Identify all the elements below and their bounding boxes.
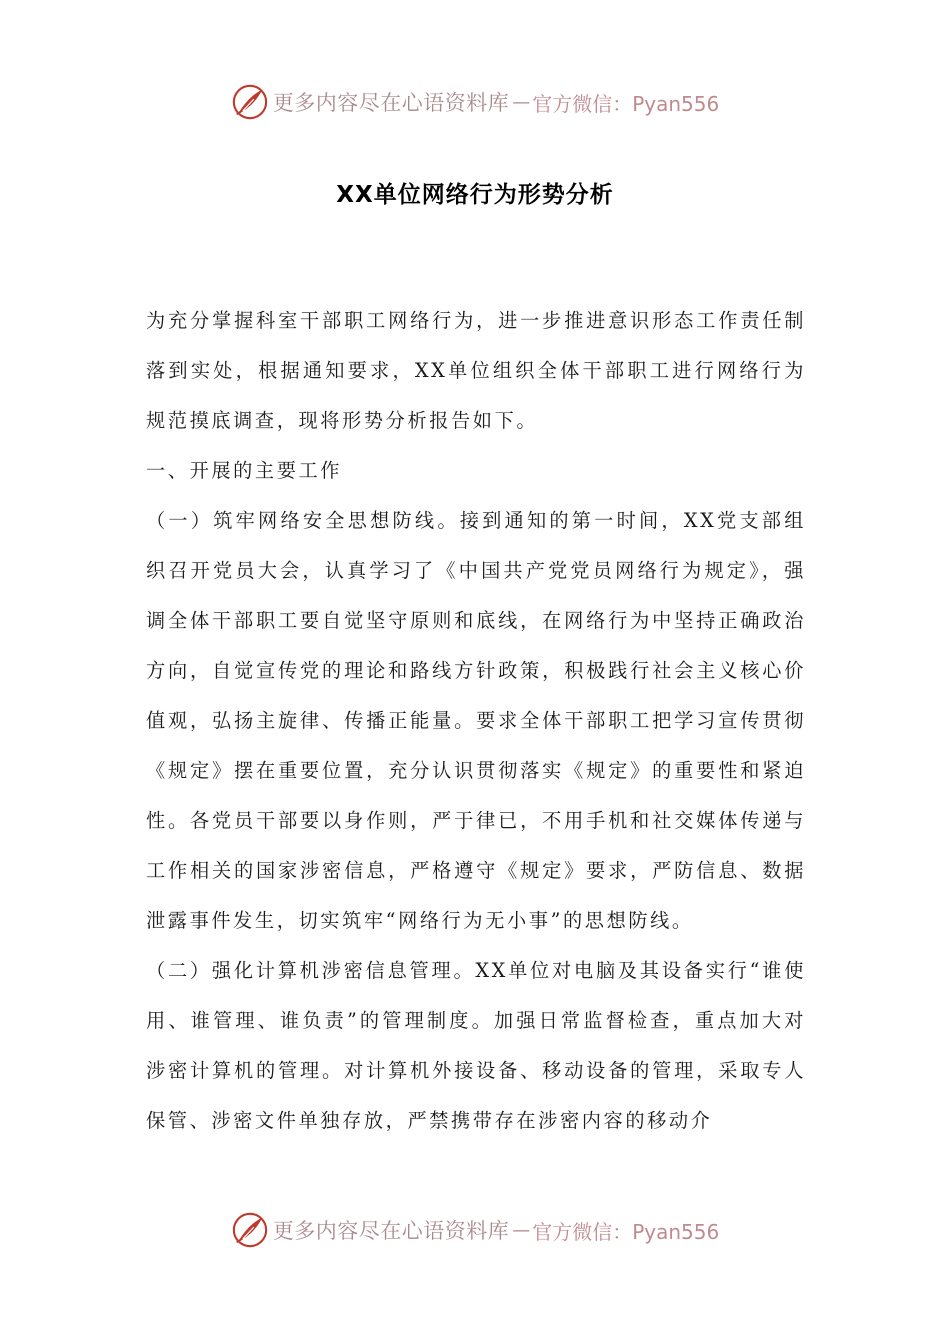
quill-logo-icon bbox=[231, 1211, 269, 1249]
body-paragraph: （二）强化计算机涉密信息管理。XX单位对电脑及其设备实行“谁使用、谁管理、谁负责”的管理制度。加强日常监督检查，重点加大对涉密计算机的管理。对计算机外接设备、移动设备的管理，采取专人保管、涉密文件单独存放，严禁携带存在涉密内容的移动介 bbox=[146, 959, 806, 1132]
footer-watermark-banner bbox=[0, 1206, 950, 1254]
document-body bbox=[146, 296, 806, 1146]
banner-text: 更多内容尽在心语资料库 bbox=[272, 91, 510, 115]
document-title: XX单位网络行为形势分析 bbox=[336, 182, 614, 208]
section-heading: 一、开展的主要工作 bbox=[146, 459, 343, 482]
banner-text: 更多内容尽在心语资料库 bbox=[272, 1219, 510, 1243]
intro-paragraph: 为充分掌握科室干部职工网络行为，进一步推进意识形态工作责任制落到实处，根据通知要求，XX单位组织全体干部职工进行网络行为规范摸底调查，现将形势分析报告如下。 bbox=[146, 309, 806, 432]
banner-separator: — bbox=[512, 1219, 531, 1241]
quill-logo-icon bbox=[231, 83, 269, 121]
header-watermark-banner bbox=[0, 78, 950, 126]
banner-wechat: 官方微信：Pyan556 bbox=[532, 1219, 720, 1244]
banner-separator: — bbox=[512, 91, 531, 113]
banner-wechat: 官方微信：Pyan556 bbox=[532, 91, 720, 116]
body-paragraph: （一）筑牢网络安全思想防线。接到通知的第一时间，XX党支部组织召开党员大会，认真学习了《中国共产党党员网络行为规定》，强调全体干部职工要自觉坚守原则和底线，在网络行为中坚持正确政治方向，自觉宣传党的理论和路线方针政策，积极践行社会主义核心价值观，弘扬主旋律、传播正能量。要求全体干部职工把学习宣传贯彻《规定》摆在重要位置，充分认识贯彻落实《规定》的重要性和紧迫性。各党员干部要以身作则，严于律已，不用手机和社交媒体传递与工作相关的国家涉密信息，严格遵守《规定》要求，严防信息、数据泄露事件发生，切实筑牢“网络行为无小事”的思想防线。 bbox=[146, 509, 806, 932]
